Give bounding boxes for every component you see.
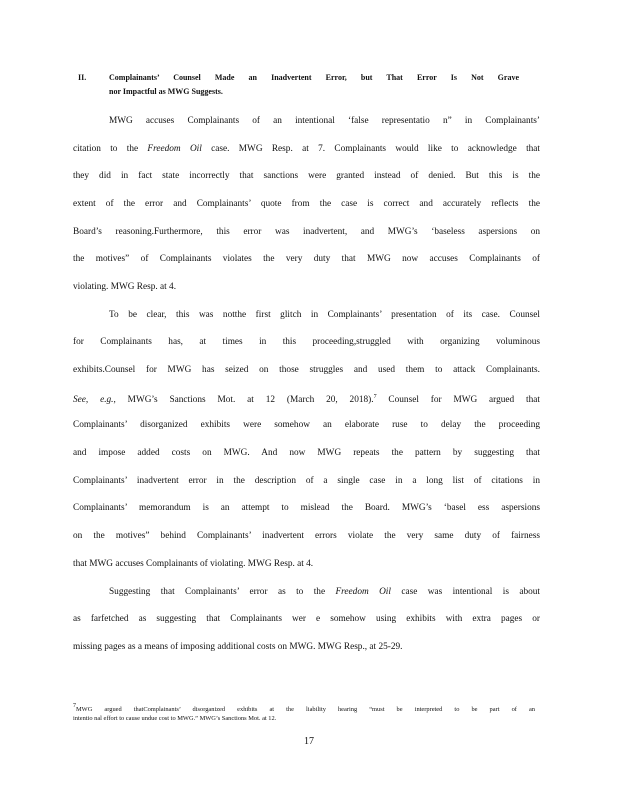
- body-line: the motives” of Complainants violates the very duty that MWG now accuses Complainants of: [73, 254, 540, 264]
- body-line: they did in fact state incorrectly that sanctions were granted instead of denied. But this is the: [73, 171, 540, 181]
- body-text: MWG’s Sanctions Mot. at 12 (March 20, 2018).: [115, 395, 374, 405]
- footnote-line: [73, 702, 535, 714]
- body-line: MWG accuses Complainants of an intentional ‘false representatio n” in Complainants’: [109, 116, 540, 126]
- body-line: for Complainants has, at times in this proceeding,struggled with organizing voluminous: [73, 337, 540, 347]
- body-text: Counsel for MWG argued that: [376, 395, 540, 405]
- section-heading-line-1: Complainants’ Counsel Made an Inadvertent Error, but That Error Is Not Grave: [109, 73, 519, 82]
- body-line: Complainants’ inadvertent error in the description of a single case in a long list of citations in: [73, 476, 540, 486]
- body-line: that MWG accuses Complainants of violating. MWG Resp. at 4.: [73, 559, 314, 569]
- body-line: extent of the error and Complainants’ quote from the case is correct and accurately reflects the: [73, 199, 540, 209]
- body-line: Board’s reasoning.Furthermore, this error was inadvertent, and MWG’s ‘baseless aspersions on: [73, 227, 540, 237]
- body-text: Suggesting that Complainants’ error as to the: [109, 587, 336, 597]
- body-line: [109, 586, 540, 599]
- footnote-marker: 7: [73, 703, 76, 709]
- body-line: and impose added costs on MWG. And now MWG repeats the pattern by suggesting that: [73, 448, 540, 458]
- body-line: exhibits.Counsel for MWG has seized on those struggles and used them to attack Complainants.: [73, 365, 540, 375]
- section-heading-line-2: nor Impactful as MWG Suggests.: [109, 87, 223, 96]
- footnote-text: MWG argued thatComplainants’ disorganized exhibits at the liability hearing “must be interpreted to be part of an: [76, 706, 535, 713]
- body-line: violating. MWG Resp. at 4.: [73, 282, 177, 292]
- section-number: II.: [78, 73, 87, 82]
- body-text: case was intentional is about: [390, 587, 540, 597]
- citation-signal-italic: See, e.g.,: [73, 395, 116, 405]
- body-line: Complainants’ disorganized exhibits were somehow an elaborate ruse to delay the proceeding: [73, 420, 540, 430]
- footnote-reference: 7: [373, 394, 377, 400]
- page-number: 17: [304, 736, 314, 747]
- case-name-italic: Freedom Oil: [335, 587, 391, 597]
- body-line: as farfetched as suggesting that Complainants wer e somehow using exhibits with extra pages or: [73, 614, 540, 624]
- body-line: on the motives” behind Complainants’ inadvertent errors violate the very same duty of fairness: [73, 531, 540, 541]
- body-text: citation to the: [73, 144, 148, 154]
- body-line: [73, 143, 540, 156]
- body-line: missing pages as a means of imposing additional costs on MWG. MWG Resp., at 25-29.: [73, 642, 403, 652]
- footnote-line: intentio nal effort to cause undue cost to MWG.” MWG’s Sanctions Mot. at 12.: [73, 715, 277, 722]
- body-text: case. MWG Resp. at 7. Complainants would like to acknowledge that: [201, 144, 540, 154]
- body-line: Complainants’ memorandum is an attempt to mislead the Board. MWG’s ‘basel ess aspersions: [73, 503, 540, 513]
- body-line: [73, 391, 540, 407]
- case-name-italic: Freedom Oil: [147, 144, 202, 154]
- body-line: To be clear, this was notthe first glitch in Complainants’ presentation of its case. Counsel: [109, 310, 540, 320]
